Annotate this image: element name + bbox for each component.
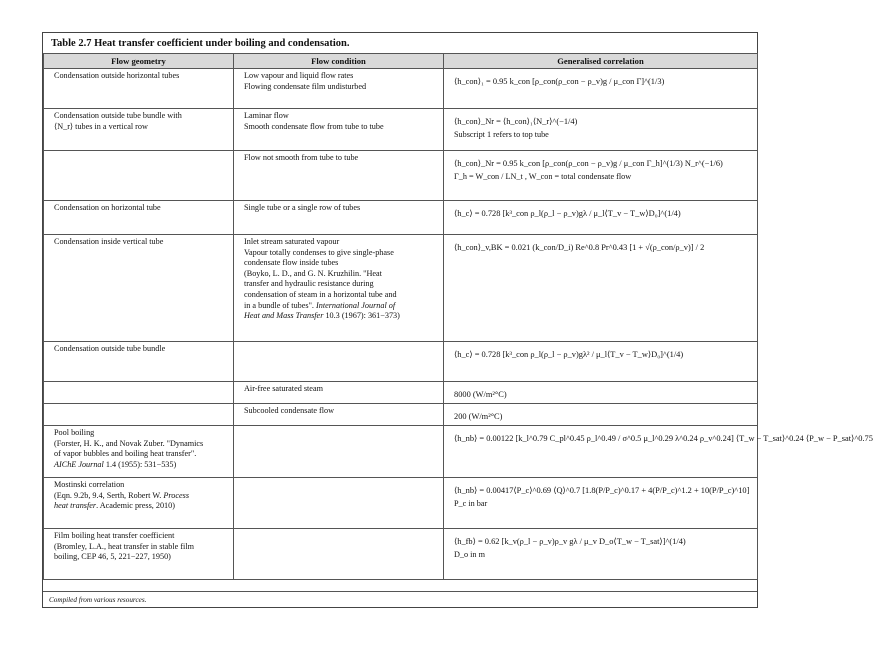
- table-row: [44, 404, 758, 426]
- condition-line: Vapour totally condenses to give single-phase: [244, 247, 394, 257]
- cell-flow-geometry: [44, 404, 234, 426]
- cell-correlation: [444, 235, 758, 342]
- geometry-line: Condensation inside vertical tube: [54, 237, 164, 246]
- correlation-formula: ⟨h_c⟩ = 0.728 [k³_con ρ_l(ρ_l − ρ_v)gλ² / μ_l⟨T_v − T_w⟩D₀]^(1/4): [454, 350, 684, 359]
- correlation-formula: ⟨h_nb⟩ = 0.00417⟨P_c⟩^0.69 ⟨Q⟩^0.7 [1.8(P/P_c)^0.17 + 4(P/P_c)^1.2 + 10(P/P_c)^10]: [454, 486, 750, 495]
- table-row: [44, 426, 758, 478]
- cell-flow-condition: [234, 109, 444, 151]
- geometry-line: of vapor bubbles and boiling heat transfer".: [54, 449, 197, 459]
- cell-correlation: [444, 478, 758, 529]
- geometry-line: Condensation outside horizontal tubes: [54, 71, 180, 80]
- cell-flow-condition: [234, 235, 444, 342]
- geometry-line: (Bromley, L.A., heat transfer in stable film: [54, 541, 194, 551]
- geometry-line: boiling, CEP 46, 5, 221−227, 1950): [54, 552, 171, 562]
- cell-flow-geometry: [44, 201, 234, 235]
- cell-flow-condition: [234, 529, 444, 580]
- condition-line: Laminar flow: [244, 111, 289, 120]
- cell-correlation: [444, 109, 758, 151]
- table-caption: Table 2.7 Heat transfer coefficient under boiling and condensation.: [51, 38, 350, 49]
- correlation-formula: 200 (W/m²°C): [454, 412, 503, 421]
- header-generalised-correlation: Generalised correlation: [444, 54, 758, 69]
- cell-correlation: [444, 201, 758, 235]
- table-row: [44, 478, 758, 529]
- cell-flow-condition: [234, 478, 444, 529]
- condition-line: condensate flow inside tubes: [244, 258, 339, 268]
- correlation-formula: ⟨h_con⟩_v,BK = 0.021 (k_con/D_i) Re^0.8 Pr^0.43 [1 + √(ρ_con/ρ_v)] / 2: [454, 243, 705, 252]
- cell-flow-geometry: [44, 235, 234, 342]
- table-row: [44, 382, 758, 404]
- correlation-formula: ⟨h_con⟩_Nr = 0.95 k_con [ρ_con(ρ_con − ρ_v)g / μ_con Γ_h]^(1/3) N_r^(−1/6): [454, 159, 723, 168]
- table-row: [44, 529, 758, 580]
- header-row: [44, 54, 758, 69]
- condition-line: (Boyko, L. D., and G. N. Kruzhilin. "Heat: [244, 268, 382, 278]
- cell-correlation: [444, 69, 758, 109]
- cell-flow-condition: [234, 342, 444, 382]
- table-footer: Compiled from various resources.: [49, 596, 147, 604]
- table-row: [44, 201, 758, 235]
- cell-flow-geometry: [44, 529, 234, 580]
- footer-divider: [43, 591, 757, 592]
- cell-flow-condition: [234, 426, 444, 478]
- correlation-note: P_c in bar: [454, 498, 488, 508]
- geometry-line: ⟨N_r⟩ tubes in a vertical row: [54, 121, 148, 131]
- condition-line: Single tube or a single row of tubes: [244, 203, 361, 212]
- condition-line: condensation of steam in a horizontal tube and: [244, 289, 397, 299]
- correlation-formula: 8000 (W/m²°C): [454, 390, 507, 399]
- condition-line: Subcooled condensate flow: [244, 406, 335, 415]
- geometry-line: (Forster, H. K., and Novak Zuber. "Dynamics: [54, 438, 204, 448]
- geometry-line: Condensation outside tube bundle with: [54, 111, 182, 120]
- cell-flow-geometry: [44, 426, 234, 478]
- correlation-formula: ⟨h_fb⟩ = 0.62 [k_v(ρ_l − ρ_v)ρ_v gλ / μ_v D_o⟨T_w − T_sat⟩]^(1/4): [454, 537, 686, 546]
- table-frame: [42, 32, 873, 608]
- correlation-note: D_o in m: [454, 549, 485, 559]
- condition-line: Heat and Mass Transfer 10.3 (1967): 361−373): [244, 311, 400, 321]
- cell-flow-geometry: [44, 69, 234, 109]
- cell-flow-geometry: [44, 382, 234, 404]
- cell-flow-condition: [234, 201, 444, 235]
- correlation-table: [43, 53, 873, 580]
- geometry-line: Pool boiling: [54, 428, 95, 437]
- correlation-formula: ⟨h_con⟩₁ = 0.95 k_con [ρ_con(ρ_con − ρ_v)g / μ_con Γ]^(1/3): [454, 77, 665, 86]
- cell-correlation: [444, 426, 873, 478]
- header-flow-geometry: Flow geometry: [44, 54, 234, 69]
- table-row: [44, 109, 758, 151]
- cell-correlation: [444, 529, 758, 580]
- cell-flow-condition: [234, 382, 444, 404]
- correlation-formula: ⟨h_nb⟩ = 0.00122 [k_l^0.79 C_pl^0.45 ρ_l^0.49 / σ^0.5 μ_l^0.29 λ^0.24 ρ_v^0.24] ⟨T_w − T_sat⟩^0.24 ⟨P_w − P_sat⟩^0.75: [454, 434, 873, 443]
- table-row: [44, 235, 758, 342]
- correlation-formula: ⟨h_con⟩_Nr = ⟨h_con⟩₁⟨N_r⟩^(−1/4): [454, 117, 578, 126]
- cell-flow-geometry: [44, 342, 234, 382]
- geometry-line: Condensation on horizontal tube: [54, 203, 161, 212]
- geometry-line: Mostinski correlation: [54, 480, 125, 489]
- table-row: [44, 342, 758, 382]
- geometry-line: heat transfer. Academic press, 2010): [54, 501, 175, 511]
- table-row: [44, 69, 758, 109]
- cell-flow-condition: [234, 151, 444, 201]
- condition-line: Low vapour and liquid flow rates: [244, 71, 354, 80]
- cell-flow-geometry: [44, 151, 234, 201]
- condition-line: Smooth condensate flow from tube to tube: [244, 121, 384, 131]
- correlation-note: Subscript 1 refers to top tube: [454, 129, 549, 139]
- condition-line: Flow not smooth from tube to tube: [244, 153, 359, 162]
- condition-line: transfer and hydraulic resistance during: [244, 279, 374, 289]
- header-flow-condition: Flow condition: [234, 54, 444, 69]
- cell-correlation: [444, 382, 758, 404]
- condition-line: Air-free saturated steam: [244, 384, 323, 393]
- condition-line: Inlet stream saturated vapour: [244, 237, 340, 246]
- geometry-line: Condensation outside tube bundle: [54, 344, 166, 353]
- correlation-formula: ⟨h_c⟩ = 0.728 [k³_con ρ_l(ρ_l − ρ_v)gλ / μ_l⟨T_v − T_w⟩D₀]^(1/4): [454, 209, 681, 218]
- cell-flow-geometry: [44, 109, 234, 151]
- correlation-note: Γ_h = W_con / LN_t , W_con = total condensate flow: [454, 171, 632, 181]
- cell-flow-condition: [234, 404, 444, 426]
- geometry-line: (Eqn. 9.2b, 9.4, Serth, Robert W. Process: [54, 490, 190, 500]
- cell-correlation: [444, 404, 758, 426]
- cell-flow-condition: [234, 69, 444, 109]
- condition-line: in a bundle of tubes". International Journal of: [244, 300, 396, 310]
- geometry-line: AIChE Journal 1.4 (1955): 531−535): [54, 459, 177, 469]
- geometry-line: Film boiling heat transfer coefficient: [54, 531, 175, 540]
- cell-correlation: [444, 151, 758, 201]
- cell-correlation: [444, 342, 758, 382]
- condition-line: Flowing condensate film undisturbed: [244, 81, 367, 91]
- table-row: [44, 151, 758, 201]
- cell-flow-geometry: [44, 478, 234, 529]
